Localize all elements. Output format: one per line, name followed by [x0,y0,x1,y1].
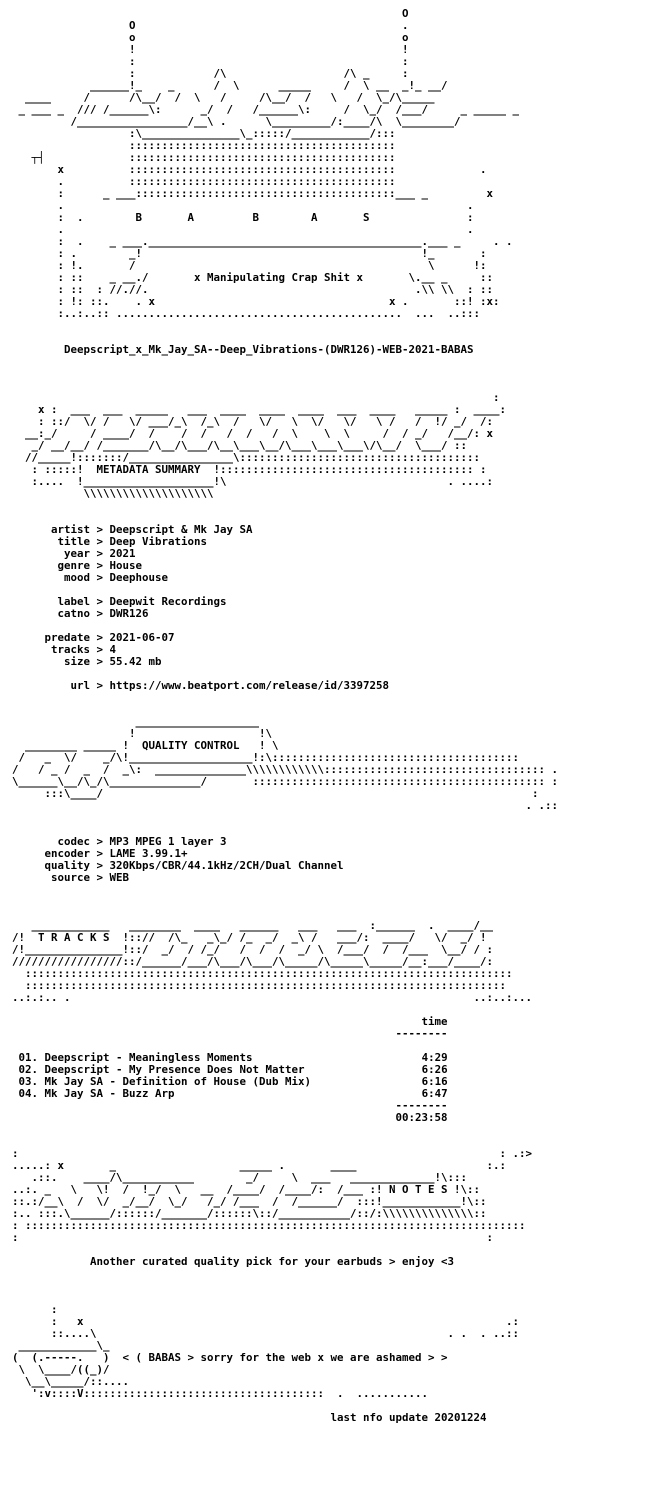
spacer [12,356,558,368]
separator-arrow: > [90,835,110,848]
total-rule: -------- [395,1099,448,1112]
header-art-line: . . [12,199,474,212]
header-art-line: /_________________/__\ . \_________/:____/\ \________/ [12,115,461,128]
header-art-line: O [12,7,409,20]
metadata-row [12,608,558,620]
separator-arrow: > [90,847,110,860]
metadata-value: 2021-06-07 [109,631,175,644]
notes-art-line: : ::::::::::::::::::::::::::::::::::::::::::::::::::::::::::::::::::::::::::::: [12,1219,526,1232]
footer-art-line: \ \____/((_)/ [12,1363,110,1376]
metadata-art-line: : :::::! METADATA SUMMARY !::::::::::::::::::::::::::::::::::::::: : [12,463,487,476]
metadata-value: 55.42 mb [109,655,162,668]
header-ascii-art [12,8,558,320]
metadata-art-line: : ::/ \/ / \/ ___/_\ /_\ / \/ \ \/ \/ \ / / !/ _/ /: [12,415,494,428]
separator-arrow: > [90,547,110,560]
metadata-art-line: _/ __/__/ /_______/\__/\___/\__\___\__/\___\___\___\/\__/ \___/ :: [12,439,468,452]
quality-key: codec [12,835,91,848]
track-title: Mk Jay SA - Definition of House (Dub Mix) [44,1075,312,1088]
separator-arrow: > [90,607,110,620]
tracks-art-line: /////////////////::/______/___/\___/\___/\_____/\_____\_____/__:___/____/: [12,955,494,968]
tracks-ascii-art [12,920,558,1004]
header-art-line: ______!_ _ / \ _____ / \ __ _!_ __/ [12,79,448,92]
spacer [12,896,558,908]
metadata-value: Deepwit Recordings [109,595,227,608]
metadata-art-line: :.... !____________________!\ . ....: [12,475,494,488]
spacer [12,692,558,704]
footer-art-line: ::....\ . . . ..:: [12,1327,520,1340]
quality-key: quality [12,859,91,872]
metadata-key: tracks [12,643,91,656]
metadata-value: House [109,559,143,572]
tracks-art-line: /!_______________!::/ _/ / /_/ / / / _/ \ /___/ / /___ \__/ / : [12,943,494,956]
track-number: 03. [18,1075,39,1088]
metadata-key: title [12,535,91,548]
tracks-time-rule [12,1028,558,1040]
metadata-key: label [12,595,91,608]
track-number: 02. [18,1063,39,1076]
metadata-key: size [12,655,91,668]
header-art-line: : : [12,55,409,68]
quality-list [12,836,558,884]
header-art-line: o o [12,31,409,44]
header-art-line: _ ___ _ /// /______\: _/ / /______\: / \_/ /___/ _ _____ _ [12,103,520,116]
quality-art-line: ___________________ [12,715,260,728]
footer-art-line: \__\_____/::.... [12,1375,130,1388]
metadata-summary-ascii-art [12,392,558,500]
footer-art-line: ':v::::V::::::::::::::::::::::::::::::::::::: . ........... [12,1387,429,1400]
tracks-total-pad [12,1111,396,1124]
quality-art-line: \______\__/\_/\______________/ ::::::::::::::::::::::::::::::::::::::::::::: : [12,775,559,788]
quality-control-ascii-art [12,716,558,812]
header-art-line: : . _ ___.__________________________________________.___ _ . . [12,235,513,248]
track-time: 6:26 [421,1063,448,1076]
metadata-key: catno [12,607,91,620]
metadata-key: predate [12,631,91,644]
quality-art-line: ________ _____ ! QUALITY CONTROL ! \ [12,739,279,752]
spacer [12,884,558,896]
metadata-row [12,572,558,584]
header-art-line: x ::::::::::::::::::::::::::::::::::::::::: . [12,163,487,176]
quality-key: encoder [12,847,91,860]
last-update: last nfo update 20201224 [12,1411,487,1424]
quality-key: source [12,871,91,884]
tracks-art-line: ..:.:.. . ..:..:... [12,991,533,1004]
spacer [12,1280,558,1292]
track-title: Deepscript - Meaningless Moments [44,1051,253,1064]
header-art-line: :..:..:: ............................................ ... ..::: [12,307,481,320]
tracks-art-line: ____________ ________ ____ ______ ___ ___ :______ . ____/__ [12,919,494,932]
header-art-line: ____ / /\__/ / \ / /\__/ / \ / \_/\_____ [12,91,435,104]
tagline: Another curated quality pick for your earbuds > enjoy <3 [12,1255,455,1268]
metadata-value: DWR126 [109,607,149,620]
notes-art-line: .....: x _ _____ . ____ :.: [12,1159,507,1172]
track-time: 6:47 [421,1087,448,1100]
separator-arrow: > [90,595,110,608]
metadata-key: artist [12,523,91,536]
quality-value: WEB [109,871,130,884]
separator-arrow: > [90,643,110,656]
notes-art-line: .::. ____/\___________ _/ \ ___ _____________!\::: [12,1171,468,1184]
separator-arrow: > [90,871,110,884]
separator-arrow: > [90,559,110,572]
spacer [12,500,558,512]
notes-art-line: : : .:> [12,1147,533,1160]
quality-art-line: / / _ / _ / _\: ______________\\\\\\\\\\\\:::::::::::::::::::::::::::::::::: . [12,763,559,776]
metadata-value: 4 [109,643,117,656]
quality-value: MP3 MPEG 1 layer 3 [109,835,227,848]
spacer [12,320,558,332]
header-art-line: ::::::::::::::::::::::::::::::::::::::::: [12,139,396,152]
metadata-value: Deepscript & Mk Jay SA [109,523,253,536]
spacer [12,1124,558,1136]
track-number: 01. [18,1051,39,1064]
metadata-value: Deephouse [109,571,169,584]
metadata-art-line: //_____!:::::::/________________\::::::::::::::::::::::::::::::::::::: [12,451,481,464]
footer-art-line: ( (.-----. ) < ( BABAS > sorry for the web x we are ashamed > > [12,1351,448,1364]
separator-arrow: > [90,859,110,872]
spacer [12,368,558,380]
quality-art-line: ! !\ [12,727,273,740]
tracks-total [12,1112,558,1124]
header-art-line: : _ ___::::::::::::::::::::::::::::::::::::::::___ _ x [12,187,494,200]
metadata-value: https://www.beatport.com/release/id/3397258 [109,679,390,692]
tracks-art-line: :::::::::::::::::::::::::::::::::::::::::::::::::::::::::::::::::::::::::: [12,979,507,992]
notes-art-line: :.. :::.\______/::::::/_______/::::::\::/___________/::/:\\\\\\\\\\\\\\:: [12,1207,487,1220]
separator-arrow: > [90,679,110,692]
track-list [12,1052,558,1100]
metadata-value: Deep Vibrations [109,535,208,548]
header-art-line: : !: ::. . x x . ::! :x: [12,295,500,308]
notes-ascii-art [12,1148,558,1244]
header-art-line: ! ! [12,43,409,56]
header-art-line: ┬┤ ::::::::::::::::::::::::::::::::::::::::: [12,151,396,164]
footer-ascii-art [12,1304,558,1400]
metadata-key: mood [12,571,91,584]
quality-row [12,872,558,884]
spacer [12,1268,558,1280]
header-art-line: :\_______________\_:::::/____________/::: [12,127,396,140]
header-art-line: . . [12,223,474,236]
metadata-row [12,656,558,668]
metadata-key: url [12,679,91,692]
time-column-label: time [421,1015,448,1028]
metadata-list [12,524,558,692]
metadata-art-line: x : ___ ___ _____ ___ ____ ____ ____ ___ ____ _____ : ____: [12,403,507,416]
metadata-row [12,680,558,692]
notes-art-line: ::.:/__\ / \/ _/__/ \_/ /_/ /___ / /______/ :::!____________!\:: [12,1195,487,1208]
track-number: 04. [18,1087,39,1100]
header-art-line: : /\ /\ _ : [12,67,409,80]
time-column-rule: -------- [395,1027,448,1040]
separator-arrow: > [90,655,110,668]
track-title: Deepscript - My Presence Does Not Matter [44,1063,305,1076]
footer-art-line: ____________\_ [12,1339,487,1352]
separator-arrow: > [90,571,110,584]
metadata-key: genre [12,559,91,572]
separator-arrow: > [90,535,110,548]
header-art-line: : :: _ __./ x Manipulating Crap Shit x \.__ _ :: [12,271,494,284]
header-art-line: : . _! !_ : [12,247,487,260]
total-time: 00:23:58 [395,1111,448,1124]
quality-art-line: / _ \/ _/\!___________________!:\:::::::::::::::::::::::::::::::::::::: [12,751,520,764]
quality-art-line: :::\____/ : [12,787,539,800]
notes-art-line: : : [12,1231,494,1244]
metadata-art-line: : [12,391,500,404]
quality-value: LAME 3.99.1+ [109,847,188,860]
track-time: 4:29 [421,1051,448,1064]
tracks-time-rule-pad [12,1027,396,1040]
header-art-line: : !. / \ !: [12,259,487,272]
header-art-line: O . [12,19,409,32]
notes-art-line: ..:. _ \ \! / !_/ \ __ /____/ /____/: /___ :! N O T E S !\:: [12,1183,481,1196]
quality-art-line: . .:: [12,799,559,812]
nfo-document [12,8,558,1424]
footer-art-line: : x .: [12,1315,520,1328]
metadata-value: 2021 [109,547,136,560]
track-title: Mk Jay SA - Buzz Arp [44,1087,175,1100]
spacer [12,1292,558,1304]
footer-art-line: : [12,1303,58,1316]
separator-arrow: > [90,631,110,644]
header-art-line: . ::::::::::::::::::::::::::::::::::::::::: [12,175,396,188]
tracks-art-line: /! T R A C K S !::// /\_ _\_/ /_ _/ _\ / ___/: ____/ \/ _/ ! [12,931,487,944]
header-art-line: : :: : //.//. .\\ \\ : :: [12,283,494,296]
release-name-text: Deepscript_x_Mk_Jay_SA--Deep_Vibrations-(DWR126)-WEB-2021-BABAS [64,343,474,356]
track-time: 6:16 [421,1075,448,1088]
quality-value: 320Kbps/CBR/44.1kHz/2CH/Dual Channel [109,859,344,872]
spacer [12,812,558,824]
metadata-art-line: __:_/ / ____/ / / / / / / \ \ \ / / _/ /__/: x [12,427,494,440]
separator-arrow: > [90,523,110,536]
header-art-line: : . B A B A S : [12,211,474,224]
metadata-art-line: \\\\\\\\\\\\\\\\\\\\ [12,487,214,500]
tracks-art-line: ::::::::::::::::::::::::::::::::::::::::::::::::::::::::::::::::::::::::::: [12,967,513,980]
release-name [12,344,558,356]
metadata-key: year [12,547,91,560]
